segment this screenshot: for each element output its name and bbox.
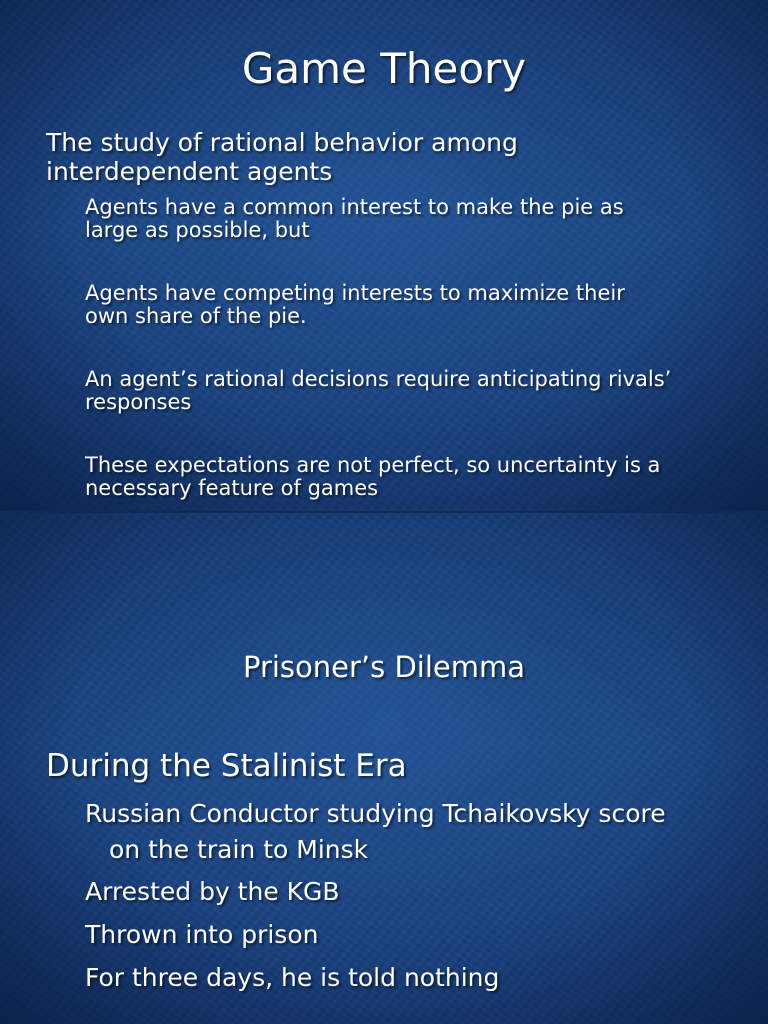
bullet-1-line-2: large as possible, but bbox=[85, 218, 310, 242]
slide-title: Game Theory bbox=[241, 44, 527, 93]
list-item-2-line-1: Arrested by the KGB bbox=[85, 877, 340, 906]
lead-line-1: The study of rational behavior among bbox=[46, 128, 518, 157]
slide-prisoners-dilemma bbox=[0, 512, 768, 1024]
list-item-2 bbox=[85, 874, 340, 910]
list-item-1-line-1: Russian Conductor studying Tchaikovsky score bbox=[85, 799, 666, 828]
list-item-3-line-1: Thrown into prison bbox=[85, 920, 319, 949]
section-heading: During the Stalinist Era bbox=[46, 748, 407, 784]
bullet-4-line-2: necessary feature of games bbox=[85, 476, 379, 500]
bullet-3-line-1: An agent’s rational decisions require anticipating rivals’ bbox=[85, 367, 672, 391]
bullet-2 bbox=[85, 282, 625, 328]
list-item-1-line-2: on the train to Minsk bbox=[109, 835, 369, 864]
slide-divider bbox=[0, 511, 768, 513]
list-item-3 bbox=[85, 917, 318, 953]
bullet-4-line-1: These expectations are not perfect, so uncertainty is a bbox=[85, 453, 661, 477]
list-item-4-line-1: For three days, he is told nothing bbox=[85, 963, 500, 992]
list-item-4 bbox=[85, 960, 499, 996]
bullet-3 bbox=[85, 368, 671, 414]
lead-line-2: interdependent agents bbox=[46, 157, 333, 186]
bullet-4 bbox=[85, 454, 660, 500]
bullet-1-line-1: Agents have a common interest to make the pie as bbox=[85, 195, 624, 219]
bullet-2-line-1: Agents have competing interests to maximize their bbox=[85, 281, 625, 305]
list-item-1 bbox=[85, 796, 666, 868]
bullet-2-line-2: own share of the pie. bbox=[85, 304, 307, 328]
bullet-3-line-2: responses bbox=[85, 390, 192, 414]
slide-title: Prisoner’s Dilemma bbox=[242, 650, 526, 684]
bullet-1 bbox=[85, 196, 624, 242]
lead-text bbox=[46, 128, 518, 186]
